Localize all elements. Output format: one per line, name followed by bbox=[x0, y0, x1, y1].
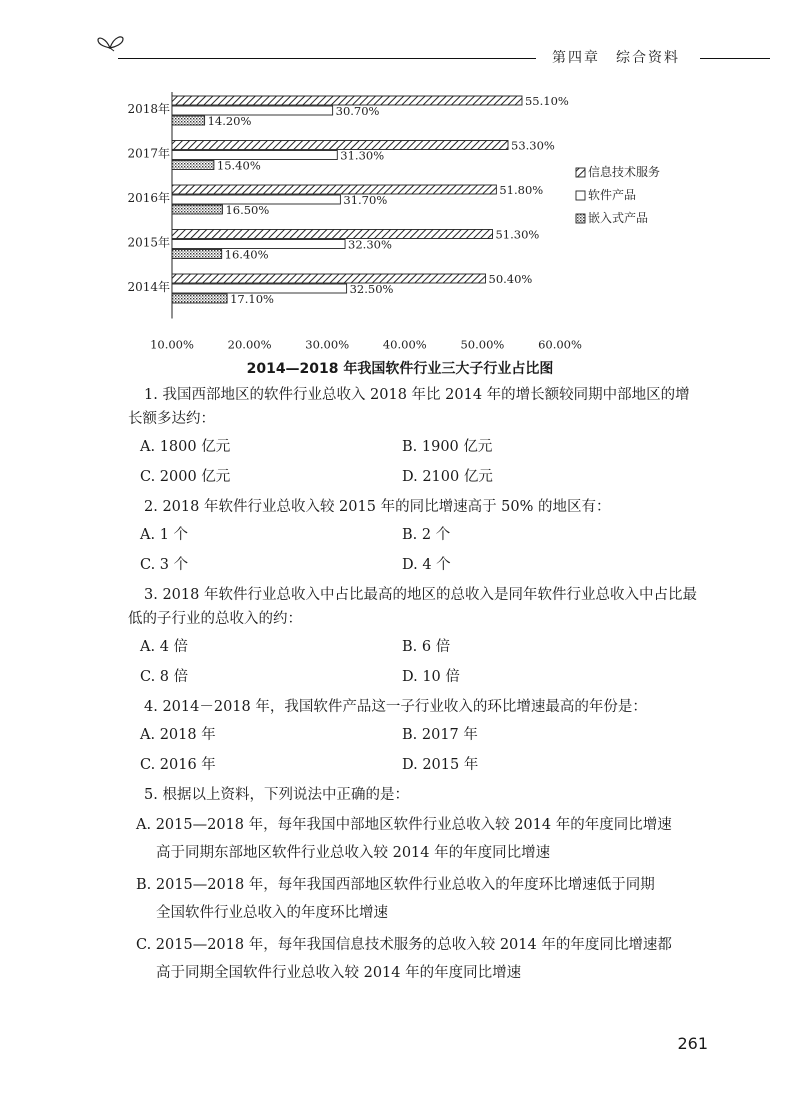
question-4-options-row1 bbox=[128, 723, 698, 747]
data-label: 50.40% bbox=[488, 272, 533, 286]
legend-label: 软件产品 bbox=[588, 188, 637, 202]
q1-option-a[interactable]: A. 1800 亿元 bbox=[140, 439, 231, 455]
q1-option-c[interactable]: C. 2000 亿元 bbox=[140, 469, 231, 485]
q3-option-a[interactable]: A. 4 倍 bbox=[140, 639, 189, 655]
q1-option-b[interactable]: B. 1900 亿元 bbox=[402, 439, 493, 455]
data-label: 55.10% bbox=[524, 94, 569, 108]
x-tick-label: 20.00% bbox=[227, 337, 272, 350]
q5-option-a-line1: A. 2015—2018 年，每年我国中部地区软件行业总收入较 2014 年的年度同比增速 bbox=[136, 817, 672, 833]
chart-title: 2014—2018 年我国软件行业三大子行业占比图 bbox=[246, 361, 554, 377]
q2-option-b[interactable]: B. 2 个 bbox=[402, 527, 451, 543]
page-number: 261 bbox=[677, 1034, 708, 1053]
q2-option-d[interactable]: D. 4 个 bbox=[402, 557, 451, 573]
question-4-options-row2 bbox=[128, 753, 698, 777]
question-5: 5. 根据以上资料，下列说法中正确的是： bbox=[144, 787, 409, 803]
x-tick-label: 60.00% bbox=[538, 337, 582, 350]
bar bbox=[172, 161, 214, 170]
bar bbox=[172, 294, 227, 303]
x-tick-label: 30.00% bbox=[305, 337, 350, 350]
data-label: 31.70% bbox=[343, 193, 388, 207]
bar bbox=[172, 205, 222, 214]
question-1-options-row1 bbox=[128, 435, 698, 459]
category-label: 2015年 bbox=[127, 235, 170, 250]
data-label: 31.30% bbox=[340, 148, 385, 163]
q4-option-c[interactable]: C. 2016 年 bbox=[140, 757, 216, 773]
q2-option-c[interactable]: C. 3 个 bbox=[140, 557, 189, 573]
q5-option-c-line1: C. 2015—2018 年，每年我国信息技术服务的总收入较 2014 年的年度同比增速都 bbox=[136, 937, 672, 953]
q5-option-b-line2: 全国软件行业总收入的年度环比增速 bbox=[156, 905, 388, 921]
bar bbox=[172, 250, 222, 259]
bar bbox=[172, 185, 496, 194]
question-1-options-row2 bbox=[128, 465, 698, 489]
question-2-options-row1 bbox=[128, 523, 698, 547]
data-label: 16.50% bbox=[225, 203, 270, 217]
q1-option-d[interactable]: D. 2100 亿元 bbox=[402, 469, 493, 485]
bar bbox=[172, 274, 486, 283]
data-label: 14.20% bbox=[207, 114, 252, 128]
question-3-options-row2 bbox=[128, 665, 698, 689]
bar-chart bbox=[100, 88, 700, 350]
question-2: 2. 2018 年软件行业总收入较 2015 年的同比增速高于 50% 的地区有： bbox=[144, 499, 611, 515]
q4-option-b[interactable]: B. 2017 年 bbox=[402, 727, 478, 743]
q5-option-c[interactable] bbox=[128, 931, 698, 987]
category-label: 2018年 bbox=[127, 102, 170, 116]
q5-option-a[interactable] bbox=[128, 811, 698, 867]
question-4: 4. 2014－2018 年，我国软件产品这一子行业收入的环比增速最高的年份是： bbox=[144, 699, 647, 715]
legend-swatch bbox=[576, 191, 585, 200]
q4-option-d[interactable]: D. 2015 年 bbox=[402, 757, 479, 773]
bar bbox=[172, 230, 492, 239]
category-label: 2016年 bbox=[127, 191, 170, 205]
q2-option-a[interactable]: A. 1 个 bbox=[140, 527, 189, 543]
category-label: 2017年 bbox=[127, 146, 170, 161]
q3-option-d[interactable]: D. 10 倍 bbox=[402, 669, 460, 685]
leaf-icon bbox=[96, 30, 126, 52]
q5-option-b[interactable] bbox=[128, 871, 698, 927]
data-label: 16.40% bbox=[224, 247, 269, 262]
legend-label: 嵌入式产品 bbox=[588, 211, 649, 225]
question-1: 1. 我国西部地区的软件行业总收入 2018 年比 2014 年的增长额较同期中部地区的增长额多达约： bbox=[128, 387, 690, 427]
bar bbox=[172, 106, 333, 115]
question-3: 3. 2018 年软件行业总收入中占比最高的地区的总收入是同年软件行业总收入中占比最低的子行业的总收入的约： bbox=[128, 587, 697, 627]
data-label: 53.30% bbox=[511, 138, 555, 153]
x-tick-label: 40.00% bbox=[382, 337, 427, 350]
q5-option-a-line2: 高于同期东部地区软件行业总收入较 2014 年的年度同比增速 bbox=[156, 845, 551, 861]
bar bbox=[172, 116, 205, 125]
legend-label: 信息技术服务 bbox=[588, 165, 661, 179]
category-label: 2014年 bbox=[127, 280, 170, 294]
x-tick-label: 50.00% bbox=[460, 337, 505, 350]
legend-swatch bbox=[576, 168, 585, 177]
question-list bbox=[128, 383, 698, 991]
data-label: 51.30% bbox=[495, 227, 540, 242]
legend-swatch bbox=[576, 214, 585, 223]
question-2-options-row2 bbox=[128, 553, 698, 577]
chapter-title: 第四章 综合资料 bbox=[552, 50, 680, 66]
data-label: 51.80% bbox=[499, 183, 544, 197]
header-rule-right bbox=[700, 58, 770, 59]
q4-option-a[interactable]: A. 2018 年 bbox=[140, 727, 216, 743]
data-label: 15.40% bbox=[216, 158, 261, 173]
q5-option-c-line2: 高于同期全国软件行业总收入较 2014 年的年度同比增速 bbox=[156, 965, 522, 981]
data-label: 32.30% bbox=[348, 237, 392, 252]
chart-legend bbox=[576, 164, 660, 225]
data-label: 17.10% bbox=[230, 292, 274, 306]
data-label: 32.50% bbox=[349, 282, 394, 296]
q3-option-c[interactable]: C. 8 倍 bbox=[140, 669, 189, 685]
q3-option-b[interactable]: B. 6 倍 bbox=[402, 639, 451, 655]
header-rule-left bbox=[118, 58, 536, 59]
x-tick-label: 10.00% bbox=[150, 337, 194, 350]
data-label: 30.70% bbox=[335, 104, 380, 118]
q5-option-b-line1: B. 2015—2018 年，每年我国西部地区软件行业总收入的年度环比增速低于同期 bbox=[136, 877, 655, 893]
question-3-options-row1 bbox=[128, 635, 698, 659]
